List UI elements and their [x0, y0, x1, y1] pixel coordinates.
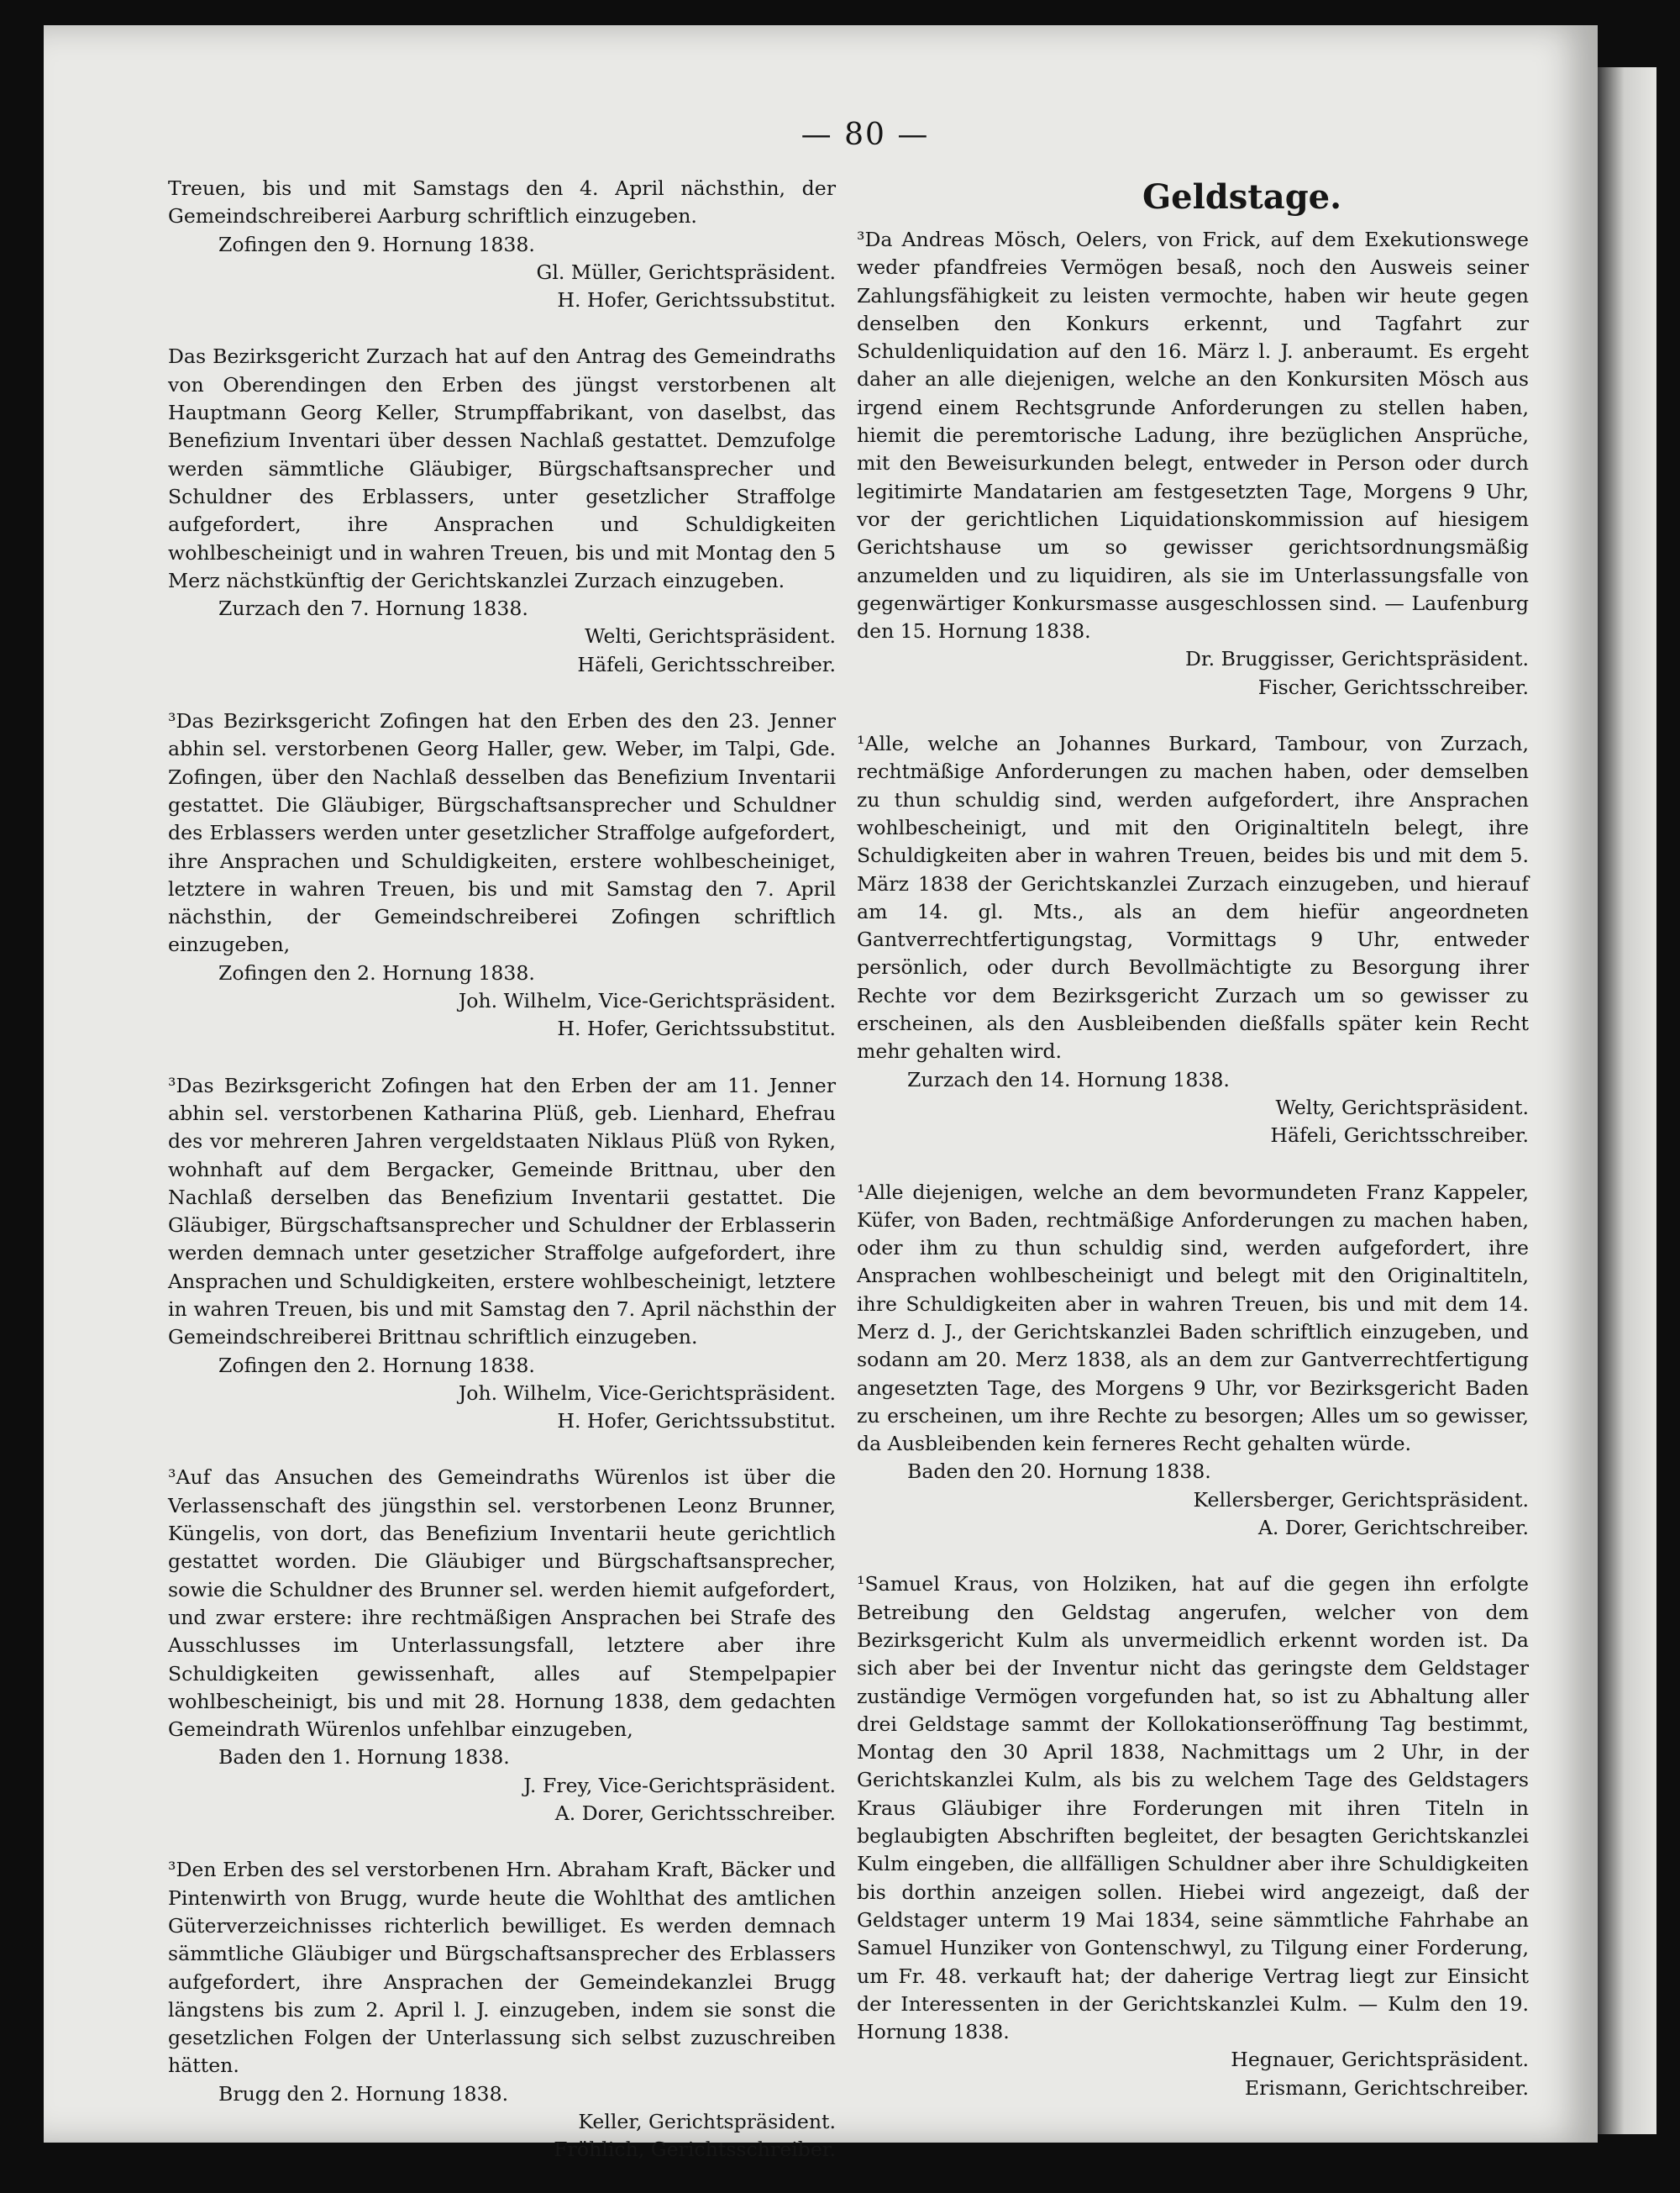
left-column [168, 175, 836, 2193]
notice-place-date: Zofingen den 2. Hornung 1838. [218, 960, 535, 985]
notice-kraus [857, 1570, 1529, 2102]
notice-place-date: Zurzach den 14. Hornung 1838. [907, 1067, 1230, 1091]
notice-text: ¹Alle, welche an Johannes Burkard, Tambour, von Zurzach, rechtmäßige Anforderungen zu machen haben, oder demselben zu thun schuldig sind, werden aufgefordert, ihre Ansprachen wohlbescheinigt, und mit den Originaltiteln belegt, ihre Schuldigkeiten aber in wahren Treuen, beides bis und mit dem 5. März 1838 der Gerichtskanzlei Zurzach einzugeben, und hierauf am 14. gl. Mts., als an dem hiefür angeordneten Gantverrechtfertigungstag, Vormittags 9 Uhr, entweder persönlich, oder durch Bevollmächtigte zu Besorgung ihrer Rechte vor dem Bezirksgericht Zurzach um so gewisser zu erscheinen, als den Ausbleibenden dießfalls später kein Recht mehr gehalten wird. [857, 732, 1529, 1064]
signature-president: Welty, Gerichtspräsident. [1275, 1095, 1529, 1119]
notice-kappeler [857, 1179, 1529, 1543]
notice-text: ³Da Andreas Mösch, Oelers, von Frick, auf dem Exekutionswege weder pfandfreies Vermögen besaß, noch den Ausweis seiner Zahlungsfähigkeit zu leisten vermochte, haben wir heute gegen denselben den Konkurs erkennt, und Tagfahrt zur Schuldenliquidation auf den 16. März l. J. anberaumt. Es ergeht daher an alle diejenigen, welche an den Konkursiten Mösch aus irgend einem Rechtsgrunde Anforderungen zu stellen haben, hiemit die peremtorische Ladung, ihre bezüglichen Ansprüche, mit den Beweisurkunden belegt, entweder in Person oder durch legitimirte Mandatarien am festgesetzten Tage, Morgens 9 Uhr, vor der gerichtlichen Liquidationskommission auf hiesigem Gerichtshause um so gewisser gerichtsordnungsmäßig anzumelden und zu liquidiren, als sie im Unterlassungsfalle von gegenwärtiger Konkursmasse ausgeschlossen sind. — Laufenburg den 15. Hornung 1838. [857, 228, 1529, 644]
signature-president: Gl. Müller, Gerichtspräsident. [536, 260, 836, 284]
notice-text: ³Das Bezirksgericht Zofingen hat den Erben der am 11. Jenner abhin sel. verstorbenen Katharina Plüß, geb. Lienhard, Ehefrau des vor mehreren Jahren vergeldstaaten Niklaus Plüß von Ryken, wohnhaft auf dem Bergacker, Gemeinde Brittnau, uber den Nachlaß derselben das Benefizium Inventarii gestattet. Die Gläubiger, Bürgschaftsansprecher und Schuldner der Erblasserin werden demnach unter gesetzicher Straffolge aufgefordert, ihre Ansprachen und Schuldigkeiten, erstere wohlbescheinigt, letztere in wahren Treuen, bis und mit Samstag den 7. April nächsthin der Gemeindschreiberei Brittnau schriftlich einzugeben. [168, 1073, 836, 1349]
next-page-edge [1598, 67, 1656, 2134]
notice-keller [168, 343, 836, 679]
notice-text: Das Bezirksgericht Zurzach hat auf den Antrag des Gemeindraths von Oberendingen den Erben des jüngst verstorbenen alt Hauptmann Georg Keller, Strumpffabrikant, von daselbst, das Benefizium Inventari über dessen Nachlaß gestattet. Demzufolge werden sämmtliche Gläubiger, Bürgschaftsansprecher und Schuldner des Erblassers, unter gesetzlicher Straffolge aufgefordert, ihre Ansprachen und Schuldigkeiten wohlbescheinigt und in wahren Treuen, bis und mit Montag den 5 Merz nächstkünftig der Gerichtskanzlei Zurzach einzugeben. [168, 344, 836, 592]
page-number: — 80 — [801, 118, 930, 152]
notice-place-date: Zurzach den 7. Hornung 1838. [218, 597, 528, 621]
signature-clerk: A. Dorer, Gerichtsschreiber. [554, 1801, 836, 1826]
notice-place-date: Baden den 20. Hornung 1838. [907, 1459, 1211, 1484]
signature-clerk: Häfeli, Gerichtsschreiber. [577, 652, 836, 676]
right-column [857, 175, 1529, 2131]
signature-clerk: A. Dorer, Gerichtschreiber. [1257, 1516, 1529, 1540]
signature-president: Hegnauer, Gerichtspräsident. [1231, 2048, 1529, 2072]
signature-president: Welti, Gerichtspräsident. [585, 624, 836, 649]
signature-president: Joh. Wilhelm, Vice-Gerichtspräsident. [458, 989, 836, 1013]
notice-brunner [168, 1464, 836, 1828]
notice-text: ¹Samuel Kraus, von Holziken, hat auf die gegen ihn erfolgte Betreibung den Geldstag angerufen, welcher von dem Bezirksgericht Kulm als unvermeidlich erkennt worden ist. Da sich aber bei der Inventur nicht das geringste dem Geldstager zuständige Vermögen vorgefunden hat, so ist zu Abhaltung aller drei Geldstage sammt der Kollokationseröffnung Tag bestimmt, Montag den 30 April 1838, Nachmittags um 2 Uhr, in der Gerichtskanzlei Kulm, als bis zu welchem Tage des Geldstagers Kraus Gläubiger ihre Forderungen mit ihren Titeln in beglaubigten Abschriften begleitet, der besagten Gerichtskanzlei Kulm eingeben, die allfälligen Schuldner aber ihre Schuldigkeiten bis dorthin anzeigen sollen. Hiebei wird angezeigt, daß der Geldstager unterm 19 Mai 1834, seine sämmtliche Fahrhabe an Samuel Hunziker von Gontenschwyl, zu Tilgung einer Forderung, um Fr. 48. verkauft hat; der daherige Vertrag liegt zur Einsicht der Interessenten in der Gerichtskanzlei Kulm. — Kulm den 19. Hornung 1838. [857, 1572, 1529, 2044]
notice-haller [168, 707, 836, 1044]
notice-place-date: Zofingen den 2. Hornung 1838. [218, 1353, 535, 1377]
notice-aarburg [168, 175, 836, 314]
notice-text: ¹Alle diejenigen, welche an dem bevormundeten Franz Kappeler, Küfer, von Baden, rechtmäßige Anforderungen zu machen haben, oder ihm zu thun schuldig sind, werden aufgefordert, ihre Ansprachen wohlbescheinigt und belegt mit den Originaltiteln, ihre Schuldigkeiten aber in wahren Treuen, bis und mit dem 14. Merz d. J., der Gerichtskanzlei Baden schriftlich einzugeben, und sodann am 20. Merz 1838, als an dem zur Gantverrechtfertigung angesetzten Tage, des Morgens 9 Uhr, vor Bezirksgericht Baden zu erscheinen, um ihre Rechte zu besorgen; Alles um so gewisser, da Ausbleibenden kein ferneres Recht gehalten würde. [857, 1180, 1529, 1456]
notice-kraft [168, 1856, 836, 2164]
notice-text: ³Auf das Ansuchen des Gemeindraths Würenlos ist über die Verlassenschaft des jüngsthin sel. verstorbenen Leonz Brunner, Küngelis, von dort, das Benefizium Inventarii heute gerichtlich gestattet worden. Die Gläubiger und Bürgschaftsansprecher, sowie die Schuldner des Brunner sel. werden hiemit aufgefordert, und zwar erstere: ihre rechtmäßigen Ansprachen bei Strafe des Ausschlusses im Unterlassungsfall, letztere aber ihre Schuldigkeiten gewissenhaft, alles auf Stempelpapier wohlbescheinigt, bis und mit 28. Hornung 1838, dem gedachten Gemeindrath Würenlos unfehlbar einzugeben, [168, 1465, 836, 1742]
notice-text: Treuen, bis und mit Samstags den 4. April nächsthin, der Gemeindschreiberei Aarburg schriftlich einzugeben. [168, 176, 836, 229]
signature-clerk: H. Hofer, Gerichtssubstitut. [557, 1409, 836, 1433]
notice-place-date: Baden den 1. Hornung 1838. [218, 1745, 510, 1770]
notice-place-date: Brugg den 2. Hornung 1838. [218, 2081, 509, 2106]
notice-place-date: Zofingen den 9. Hornung 1838. [218, 232, 535, 256]
notice-pluess [168, 1072, 836, 1436]
signature-president: Dr. Bruggisser, Gerichtspräsident. [1184, 647, 1529, 671]
notice-text: ³Das Bezirksgericht Zofingen hat den Erben des den 23. Jenner abhin sel. verstorbenen Georg Haller, gew. Weber, im Talpi, Gde. Zofingen, über den Nachlaß desselben das Benefizium Inventarii gestattet. Die Gläubiger, Bürgschaftsansprecher und Schuldner des Erblassers werden unter gesetzlicher Straffolge aufgefordert, ihre Ansprachen und Schuldigkeiten, erstere wohlbescheiniget, letztere in wahren Treuen, bis und mit Samstag den 7. April nächsthin, der Gemeindschreiberei Zofingen schriftlich einzugeben, [168, 709, 836, 957]
section-heading: Geldstage. [1142, 177, 1342, 217]
notice-moesch [857, 226, 1529, 702]
signature-clerk: Erismann, Gerichtschreiber. [1244, 2075, 1529, 2100]
signature-clerk: Fröhlich, Gerichtsschreiber. [554, 2138, 836, 2162]
signature-clerk: H. Hofer, Gerichtssubstitut. [557, 1017, 836, 1041]
notice-text: ³Den Erben des sel verstorbenen Hrn. Abraham Kraft, Bäcker und Pintenwirth von Brugg, wurde heute die Wohlthat des amtlichen Güterverzeichnisses richterlich bewilliget. Es werden demnach sämmtliche Gläubiger und Bürgschaftsansprecher des Erblassers aufgefordert, ihre Ansprachen der Gemeindekanzlei Brugg längstens bis zum 2. April l. J. einzugeben, indem sie sonst die gesetzlichen Folgen der Unterlassung sich selbst zuzuschreiben hätten. [168, 1858, 836, 2078]
signature-clerk: Häfeli, Gerichtsschreiber. [1270, 1123, 1529, 1148]
signature-president: Keller, Gerichtspräsident. [578, 2110, 836, 2133]
signature-president: J. Frey, Vice-Gerichtspräsident. [523, 1773, 836, 1797]
signature-president: Kellersberger, Gerichtspräsident. [1193, 1487, 1529, 1512]
notice-burkard [857, 730, 1529, 1149]
signature-president: Joh. Wilhelm, Vice-Gerichtspräsident. [458, 1380, 836, 1405]
signature-clerk: H. Hofer, Gerichtssubstitut. [557, 288, 836, 313]
signature-clerk: Fischer, Gerichtsschreiber. [1257, 675, 1529, 699]
